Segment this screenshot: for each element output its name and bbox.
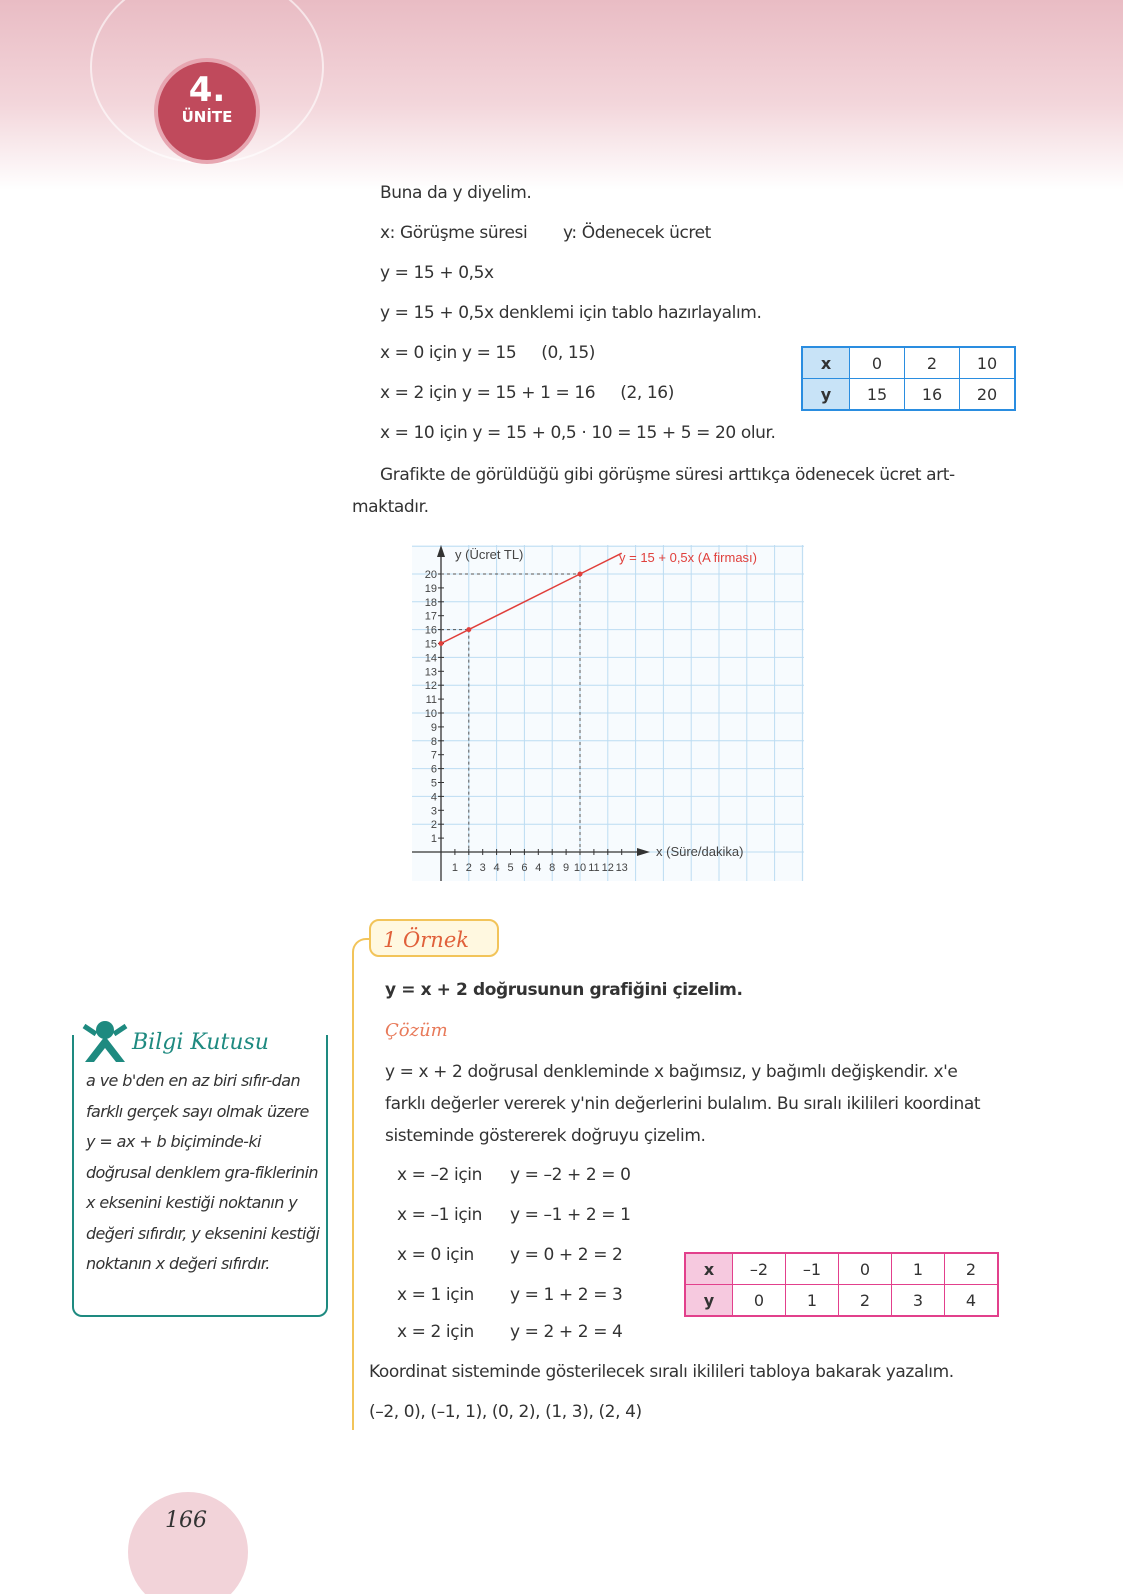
table-cell: 4 xyxy=(945,1285,999,1317)
text-line: Buna da y diyelim. xyxy=(380,183,532,203)
x-tick-label: 12 xyxy=(601,862,614,874)
x-tick-label: 5 xyxy=(507,862,514,874)
table-header: x xyxy=(802,347,850,379)
table-header: x xyxy=(685,1253,733,1285)
calc-x: x = –1 için xyxy=(397,1205,482,1225)
calc-y: y = 1 + 2 = 3 xyxy=(510,1285,623,1305)
table-cell: 2 xyxy=(839,1285,892,1317)
x-tick-label: 8 xyxy=(549,862,556,874)
data-point xyxy=(578,572,583,577)
y-tick-label: 5 xyxy=(430,777,437,790)
x-axis-arrow xyxy=(637,848,650,856)
y-tick-label: 7 xyxy=(430,749,437,762)
y-tick-label: 11 xyxy=(425,694,437,707)
paragraph: farklı değerler vererek y'nin değerlerini bulalım. Bu sıralı ikilileri koordinat xyxy=(385,1094,981,1114)
table-cell: 0 xyxy=(839,1253,892,1285)
y-tick-label: 3 xyxy=(430,805,437,818)
info-box-title: Bilgi Kutusu xyxy=(132,1030,269,1055)
paragraph: Koordinat sisteminde gösterilecek sıralı ikilileri tabloya bakarak yazalım. xyxy=(369,1362,954,1382)
ordered-pairs: (–2, 0), (–1, 1), (0, 2), (1, 3), (2, 4) xyxy=(369,1402,642,1422)
x-tick-label: 13 xyxy=(615,862,628,874)
table-cell: 0 xyxy=(733,1285,786,1317)
paragraph: Grafikte de görüldüğü gibi görüşme süresi arttıkça ödenecek ücret art- xyxy=(380,465,955,485)
text-line: x: Görüşme süresi xyxy=(380,223,528,243)
y-tick-label: 18 xyxy=(424,596,437,609)
y-tick-label: 6 xyxy=(430,763,437,776)
unit-number: 4. xyxy=(188,70,226,110)
x-tick-label: 10 xyxy=(573,862,587,874)
table-cell: 3 xyxy=(892,1285,945,1317)
solution-label: Çözüm xyxy=(385,1020,448,1041)
paragraph: y = x + 2 doğrusal denkleminde x bağımsız, y bağımlı değişkendir. x'e xyxy=(385,1062,958,1082)
calc-y: y = 2 + 2 = 4 xyxy=(510,1322,623,1342)
table-cell: 2 xyxy=(905,347,960,379)
table-cell: –2 xyxy=(733,1253,786,1285)
table-cell: 10 xyxy=(960,347,1016,379)
x-tick-label: 4 xyxy=(535,862,542,874)
y-axis-arrow xyxy=(437,545,445,557)
unit-label: ÜNİTE xyxy=(181,108,233,126)
equation: y = 15 + 0,5x xyxy=(380,263,494,283)
table-header: y xyxy=(802,379,850,411)
x-tick-label: 3 xyxy=(479,862,486,874)
calc-y: y = –1 + 2 = 1 xyxy=(510,1205,631,1225)
text-line: x = 0 için y = 15 (0, 15) xyxy=(380,343,595,363)
series-label: y = 15 + 0,5x (A firması) xyxy=(619,550,757,565)
value-table-2 xyxy=(684,1252,999,1317)
calc-x: x = 1 için xyxy=(397,1285,474,1305)
table-cell: 2 xyxy=(945,1253,999,1285)
y-tick-label: 1 xyxy=(430,833,437,846)
paragraph: sisteminde göstererek doğruyu çizelim. xyxy=(385,1126,706,1146)
text-line: x = 2 için y = 15 + 1 = 16 (2, 16) xyxy=(380,383,674,403)
data-point xyxy=(466,627,471,632)
calc-y: y = –2 + 2 = 0 xyxy=(510,1165,631,1185)
y-tick-label: 14 xyxy=(424,652,437,665)
unit-badge xyxy=(158,62,256,160)
value-table-1 xyxy=(801,346,1016,411)
page-number: 166 xyxy=(165,1508,207,1533)
x-tick-label: 9 xyxy=(563,862,570,874)
text-line: x = 10 için y = 15 + 0,5 · 10 = 15 + 5 = 20 olur. xyxy=(380,423,776,443)
x-tick-label: 4 xyxy=(493,862,500,874)
y-tick-label: 4 xyxy=(430,791,437,804)
info-box-text: a ve b'den en az biri sıfır-dan farklı gerçek sayı olmak üzere y = ax + b biçiminde-ki doğrusal denklem gra-fiklerinin x eksenini kestiği noktanın y değeri sıfırdır, y eksenini kestiği noktanın x değeri sıfırdır. xyxy=(86,1071,320,1273)
y-tick-label: 20 xyxy=(424,569,437,581)
calc-x: x = 0 için xyxy=(397,1245,474,1265)
table-cell: 20 xyxy=(960,379,1016,411)
calc-x: x = –2 için xyxy=(397,1165,482,1185)
graph-svg xyxy=(412,545,804,881)
x-tick-label: 1 xyxy=(451,862,458,874)
line-graph xyxy=(412,545,804,881)
x-tick-label: 11 xyxy=(588,862,600,874)
y-tick-label: 17 xyxy=(424,610,437,623)
paragraph: maktadır. xyxy=(352,497,429,517)
y-tick-label: 8 xyxy=(430,735,437,748)
y-axis-label: y (Ücret TL) xyxy=(455,547,524,562)
example-prompt: y = x + 2 doğrusunun grafiğini çizelim. xyxy=(385,980,743,1000)
example-title: 1 Örnek xyxy=(369,919,499,957)
info-box-mascot-icon xyxy=(80,1018,130,1064)
calc-y: y = 0 + 2 = 2 xyxy=(510,1245,623,1265)
table-header: y xyxy=(685,1285,733,1317)
y-tick-label: 2 xyxy=(430,819,437,832)
y-tick-label: 15 xyxy=(424,638,437,651)
table-cell: 1 xyxy=(892,1253,945,1285)
x-tick-label: 6 xyxy=(521,862,528,874)
y-tick-label: 16 xyxy=(424,624,437,637)
y-tick-label: 19 xyxy=(424,582,437,595)
text-line: y = 15 + 0,5x denklemi için tablo hazırlayalım. xyxy=(380,303,762,323)
y-tick-label: 12 xyxy=(424,680,437,693)
y-tick-label: 9 xyxy=(430,721,437,734)
table-cell: –1 xyxy=(786,1253,839,1285)
table-cell: 1 xyxy=(786,1285,839,1317)
table-cell: 0 xyxy=(850,347,905,379)
calc-x: x = 2 için xyxy=(397,1322,474,1342)
x-tick-label: 2 xyxy=(465,862,472,874)
table-cell: 15 xyxy=(850,379,905,411)
y-tick-label: 10 xyxy=(424,708,437,720)
data-point xyxy=(439,641,444,646)
table-cell: 16 xyxy=(905,379,960,411)
y-tick-label: 13 xyxy=(424,666,437,679)
example-bracket xyxy=(352,938,372,1430)
x-axis-label: x (Süre/dakika) xyxy=(656,844,744,859)
text-line: y: Ödenecek ücret xyxy=(563,223,711,243)
